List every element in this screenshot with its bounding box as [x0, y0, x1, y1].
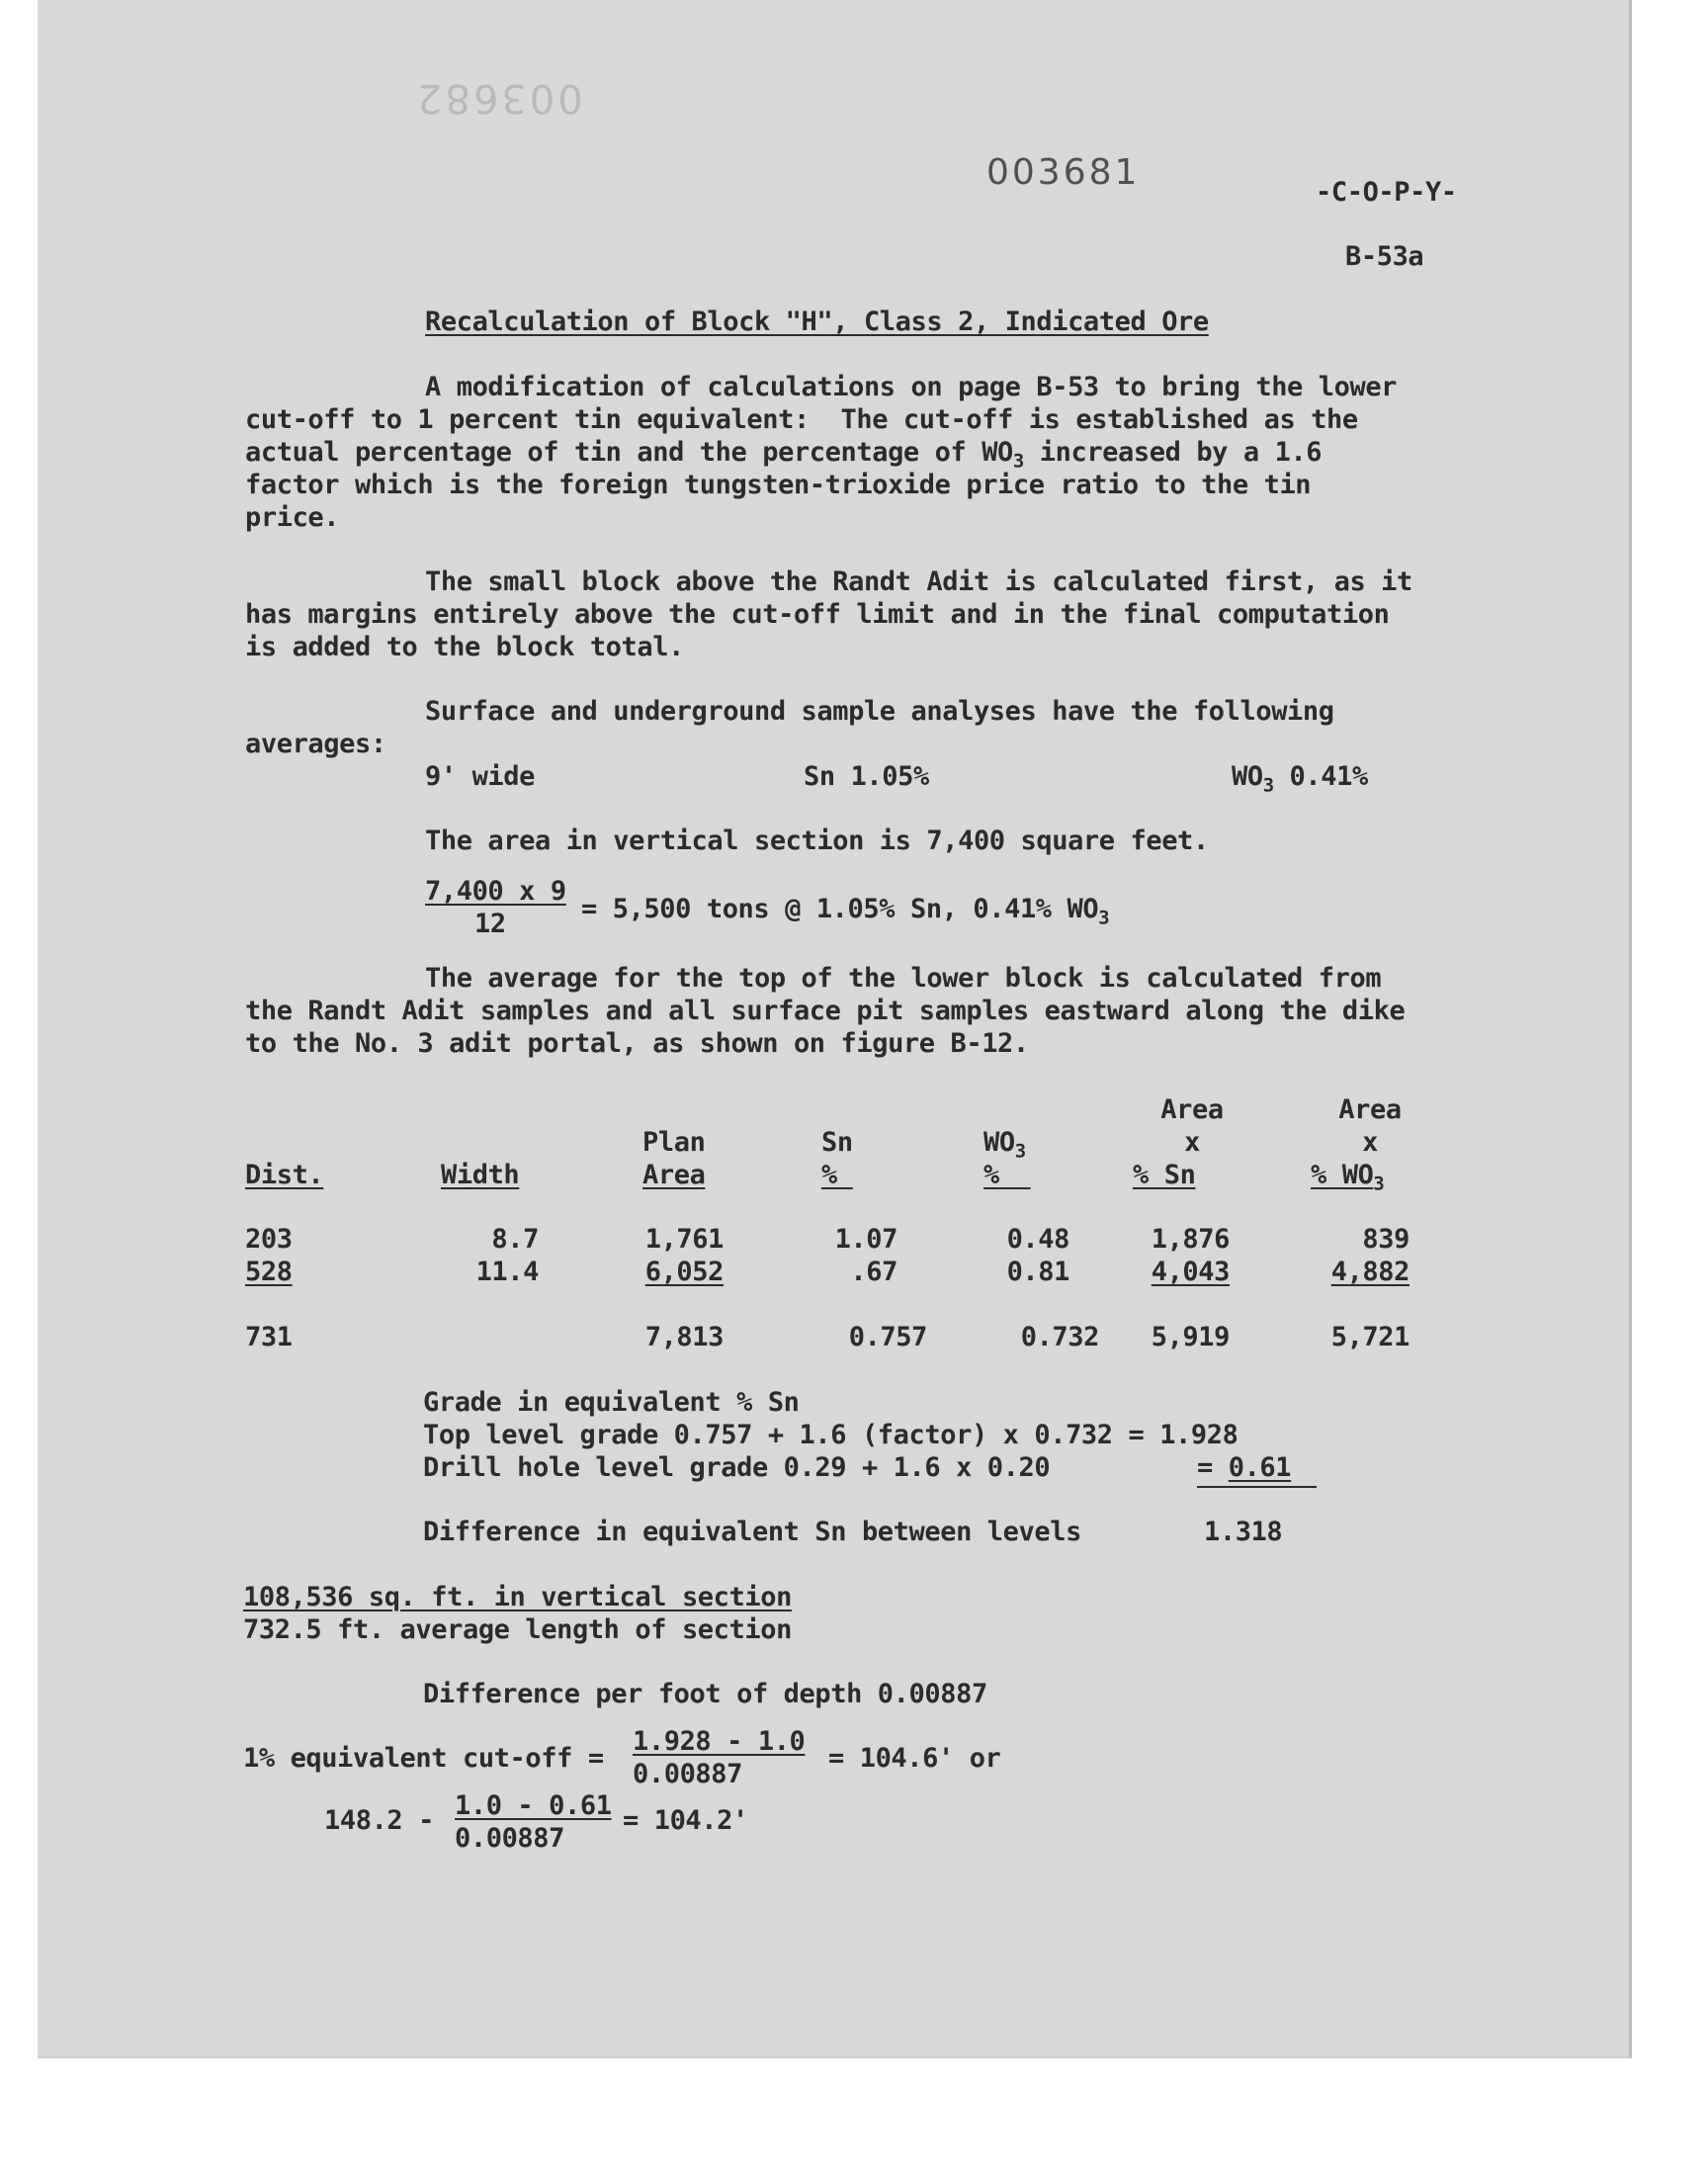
cutoff-result-2: = 104.2': [623, 1805, 748, 1836]
average-sn: Sn 1.05%: [804, 761, 929, 792]
copy-label: -C-O-P-Y-: [1316, 177, 1457, 208]
average-width: 9' wide: [425, 761, 535, 792]
total-plan: 7,813: [644, 1322, 724, 1352]
row1-dist: 203: [245, 1224, 293, 1255]
difference-label: Difference in equivalent Sn between levels: [423, 1517, 1081, 1547]
row1-area-sn: 1,876: [1151, 1224, 1230, 1255]
para1-line4: factor which is the foreign tungsten-trioxide price ratio to the tin: [245, 470, 1312, 500]
para2-line3: is added to the block total.: [245, 632, 684, 662]
difference-value: 1.318: [1204, 1517, 1283, 1547]
average-wo3: $WO_3$ 0.41%: [1232, 761, 1368, 797]
row2-dist: 528: [245, 1257, 293, 1287]
section-area-line: 108,536 sq. ft. in vertical section: [243, 1582, 792, 1612]
para4-line3: to the No. 3 adit portal, as shown on figure B-12.: [245, 1028, 1029, 1059]
row1-width: 8.7: [491, 1224, 539, 1255]
para1-line5: price.: [245, 502, 340, 533]
para4-line2: the Randt Adit samples and all surface pit samples eastward along the dike: [245, 996, 1406, 1026]
para3-line1: Surface and underground sample analyses have the following: [425, 696, 1334, 727]
difference-per-foot: Difference per foot of depth 0.00887: [423, 1679, 987, 1709]
row2-width: 11.4: [475, 1257, 539, 1287]
cutoff-denominator-2: 0.00887: [455, 1823, 564, 1854]
header-wo3-line2: %: [983, 1160, 999, 1190]
para2-line2: has margins entirely above the cut-off limit and in the final computation: [245, 599, 1390, 630]
tons-denominator: 12: [474, 909, 506, 939]
header-plan-line1: Plan: [642, 1127, 706, 1158]
header-wo3-line1: $WO_3$: [983, 1127, 1026, 1163]
row1-wo3: 0.48: [1006, 1224, 1069, 1255]
stamp-number: 003682: [414, 75, 583, 121]
header-area-sn-line2: x: [1184, 1127, 1200, 1158]
cutoff-lead-2: 148.2 -: [324, 1805, 434, 1836]
tons-result: = 5,500 tons @ 1.05% Sn, 0.41% $WO_3$: [581, 894, 1110, 929]
grade-drill-value: = 0.61: [1197, 1452, 1292, 1483]
total-area-wo3: 5,721: [1330, 1322, 1409, 1352]
para2-line1: The small block above the Randt Adit is calculated first, as it: [425, 566, 1412, 597]
total-sn: 0.757: [848, 1322, 927, 1352]
document-page: [38, 0, 1632, 2058]
grade-drill-level: Drill hole level grade 0.29 + 1.6 x 0.20: [423, 1452, 1051, 1483]
cutoff-result-1: = 104.6' or: [828, 1743, 1001, 1774]
grade-top-level: Top level grade 0.757 + 1.6 (factor) x 0.732 = 1.928: [423, 1420, 1238, 1450]
para4-line1: The average for the top of the lower block is calculated from: [425, 963, 1382, 994]
header-plan-line2: Area: [642, 1160, 706, 1190]
para1-line2: cut-off to 1 percent tin equivalent: The cut-off is established as the: [245, 404, 1358, 435]
header-area-sn-line1: Area: [1160, 1094, 1224, 1125]
header-dist: Dist.: [245, 1160, 324, 1190]
page-reference: B-53a: [1345, 241, 1424, 272]
handwritten-number: 003681: [986, 152, 1141, 193]
para3-line2: averages:: [245, 729, 386, 759]
header-area-wo3-line2: x: [1362, 1127, 1378, 1158]
para1-line1: A modification of calculations on page B-53 to bring the lower: [425, 372, 1398, 402]
header-width: Width: [441, 1160, 520, 1190]
row2-area-sn: 4,043: [1151, 1257, 1230, 1287]
total-wo3: 0.732: [1020, 1322, 1099, 1352]
section-length-line: 732.5 ft. average length of section: [243, 1614, 792, 1645]
document-title: Recalculation of Block "H", Class 2, Indicated Ore: [425, 306, 1209, 337]
header-sn-line2: %: [821, 1160, 837, 1190]
total-dist: 731: [245, 1322, 293, 1352]
header-area-wo3-line3: % $WO_3$: [1311, 1160, 1385, 1195]
cutoff-denominator-1: 0.00887: [633, 1759, 742, 1789]
row1-sn: 1.07: [834, 1224, 897, 1255]
row1-area-wo3: 839: [1362, 1224, 1409, 1255]
grade-drill-rule: [1197, 1486, 1317, 1488]
row2-area-wo3: 4,882: [1330, 1257, 1409, 1287]
row2-plan: 6,052: [644, 1257, 724, 1287]
cutoff-numerator-1: 1.928 - 1.0: [633, 1726, 806, 1757]
header-area-wo3-line1: Area: [1338, 1094, 1402, 1125]
cutoff-label: 1% equivalent cut-off =: [243, 1743, 604, 1774]
total-area-sn: 5,919: [1151, 1322, 1230, 1352]
row1-plan: 1,761: [644, 1224, 724, 1255]
tons-numerator: 7,400 x 9: [425, 876, 566, 907]
grade-heading: Grade in equivalent % Sn: [423, 1387, 800, 1418]
row2-sn: .67: [850, 1257, 897, 1287]
header-area-sn-line3: % Sn: [1133, 1160, 1196, 1190]
row2-wo3: 0.81: [1006, 1257, 1069, 1287]
para1-line3: actual percentage of tin and the percentage of $WO_3$ increased by a 1.6: [245, 437, 1323, 473]
header-sn-line1: Sn: [821, 1127, 853, 1158]
area-statement: The area in vertical section is 7,400 square feet.: [425, 826, 1209, 856]
cutoff-numerator-2: 1.0 - 0.61: [455, 1790, 612, 1821]
